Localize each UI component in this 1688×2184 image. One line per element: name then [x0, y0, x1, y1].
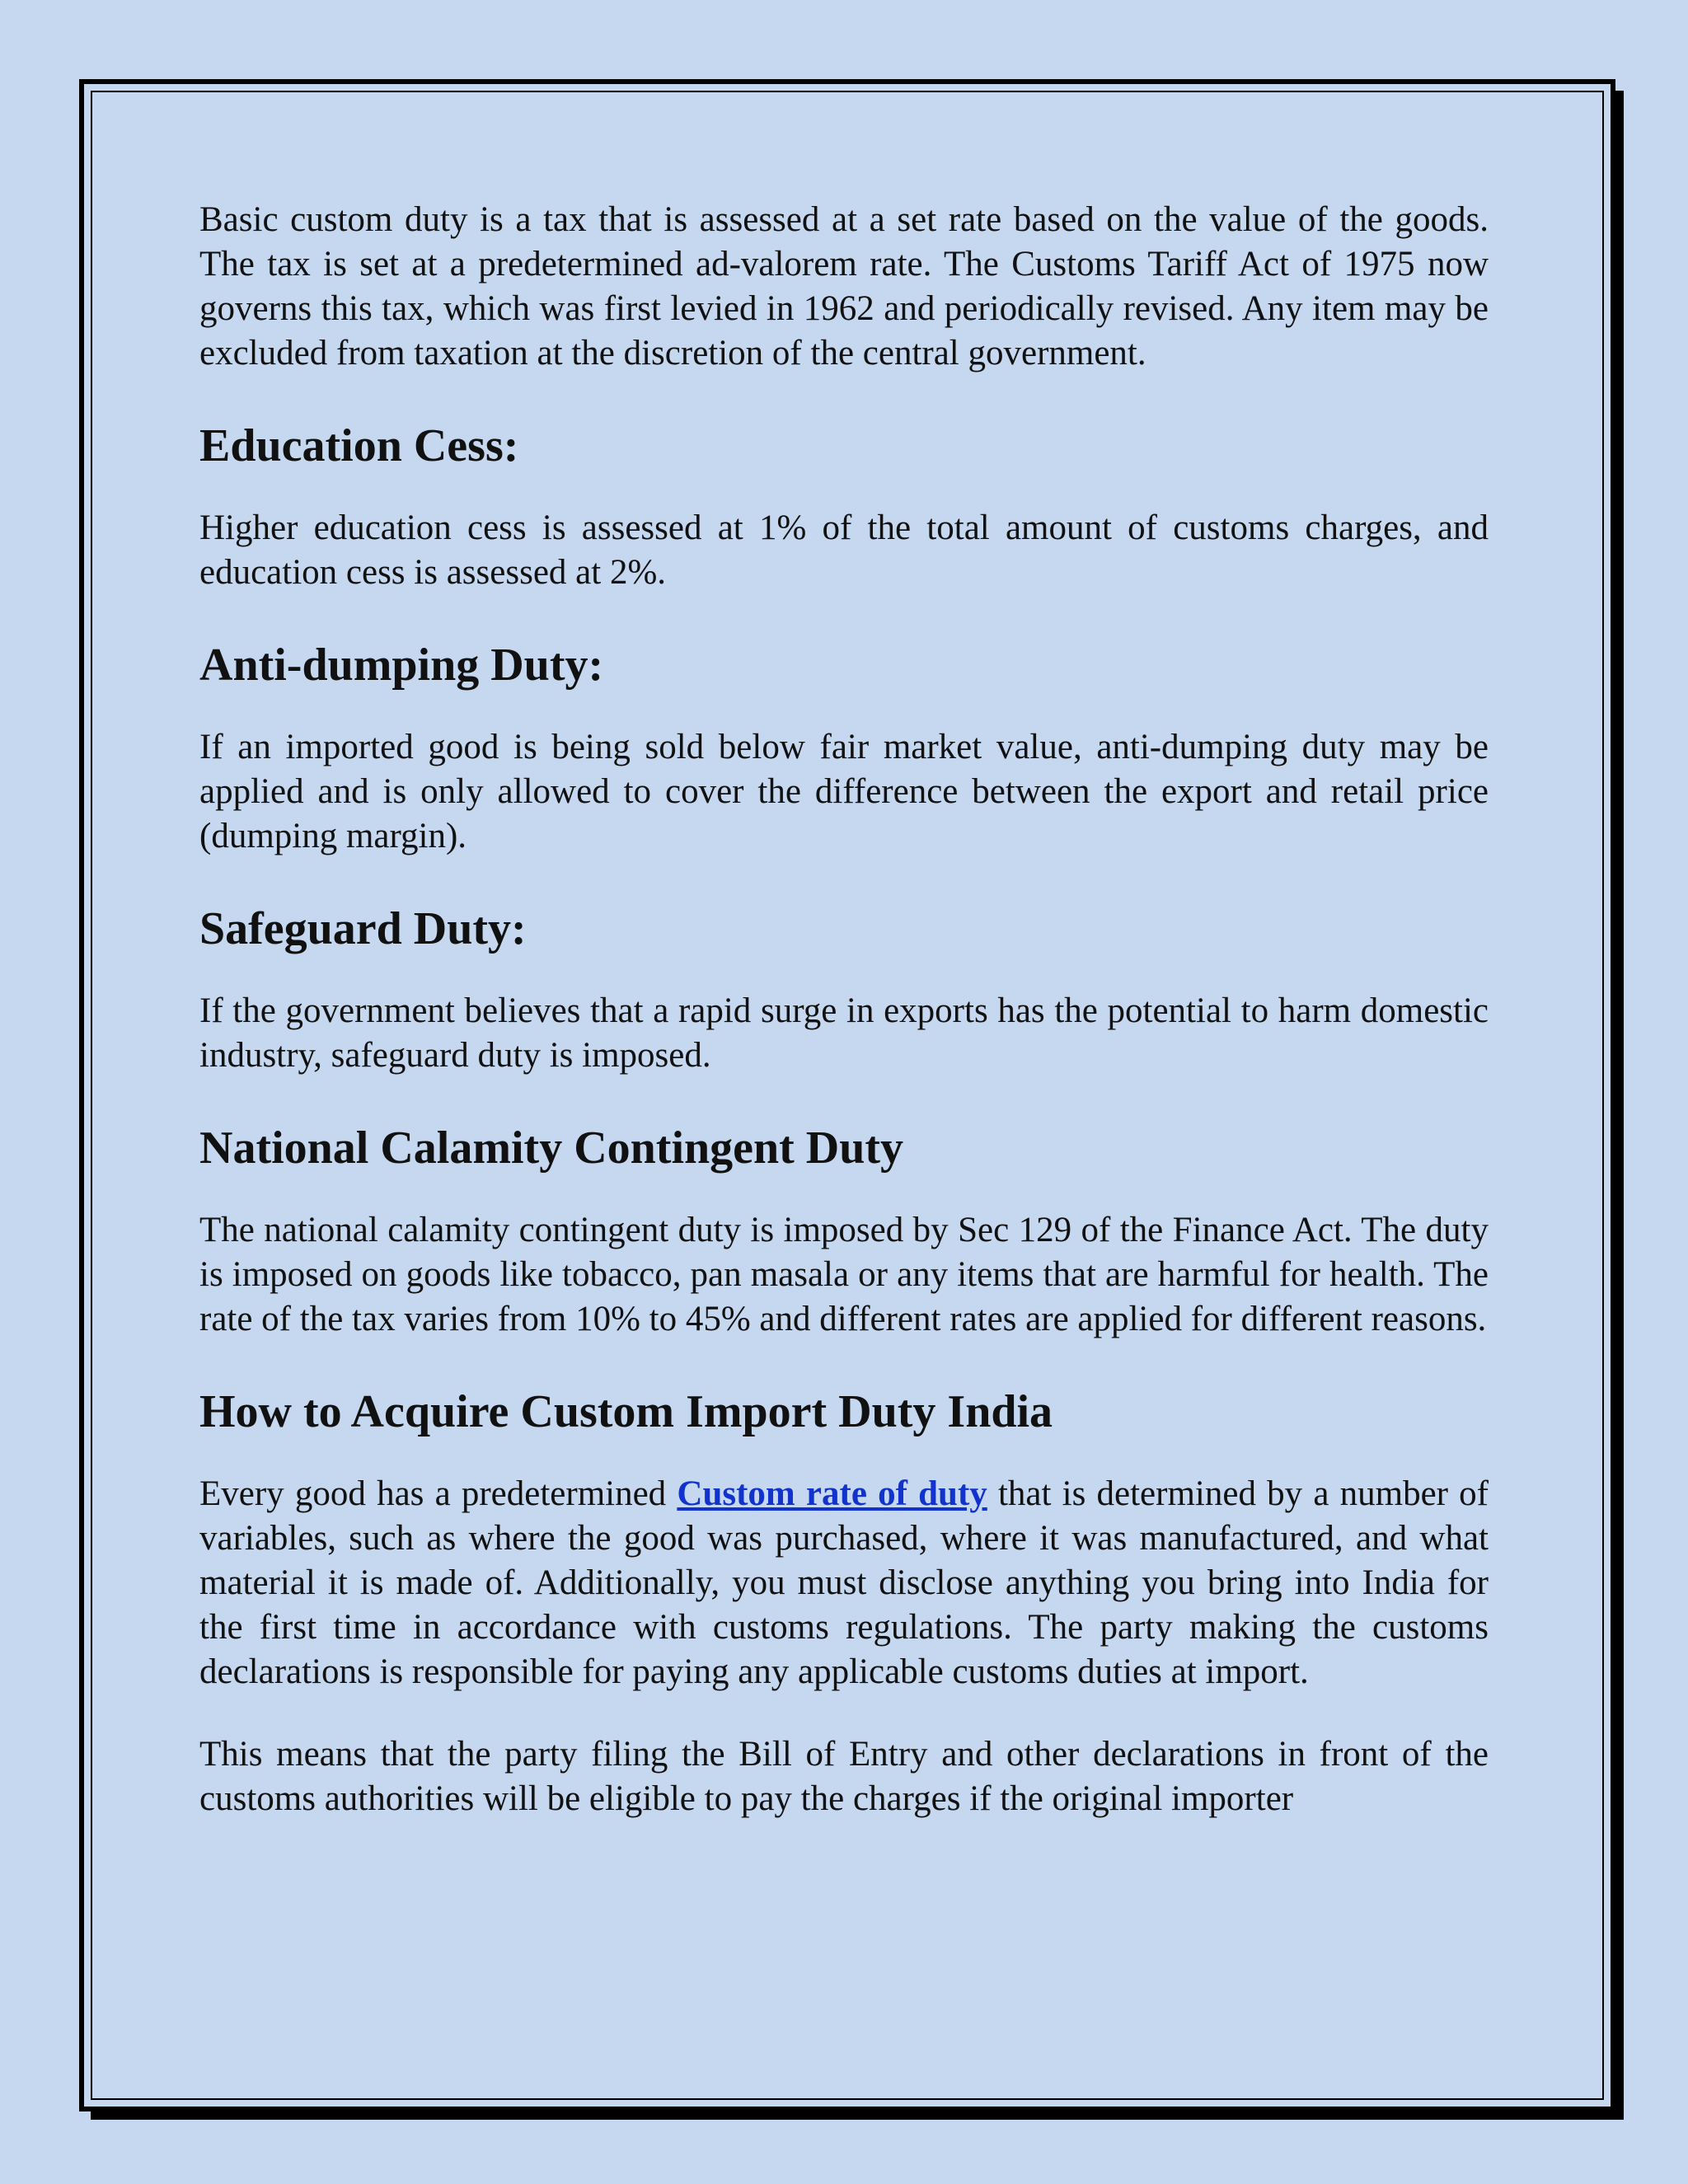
acquire-paragraph: [199, 1472, 1489, 1694]
bill-of-entry-paragraph: This means that the party filing the Bill of Entry and other declarations in front of the customs authorities will be eligible to pay the charges if the original importer: [199, 1735, 1489, 1818]
acquire-heading: How to Acquire Custom Import Duty India: [199, 1386, 1053, 1437]
custom-rate-link[interactable]: Custom rate of duty: [677, 1474, 987, 1513]
document-body: [199, 198, 1489, 1821]
acquire-text-before: Every good has a predetermined: [199, 1474, 678, 1513]
acquire-text-after: that is determined by a number of variables, such as where the good was purchased, where it was manufactured, and what material it is made of. Additionally, you must disclose anything you bring into India for the first time in accordance with customs regulations. The party making the customs declarations is responsible for paying any applicable customs duties at import.: [199, 1474, 1489, 1691]
safeguard-heading: Safeguard Duty:: [199, 903, 527, 954]
education-cess-heading: Education Cess:: [199, 420, 519, 471]
anti-dumping-heading: Anti-dumping Duty:: [199, 640, 604, 691]
intro-paragraph: Basic custom duty is a tax that is assessed at a set rate based on the value of the goods. The tax is set at a predetermined ad-valorem rate. The Customs Tariff Act of 1975 now governs this tax, which was first levied in 1962 and periodically revised. Any item may be excluded from taxation at the discretion of the central government.: [199, 200, 1489, 373]
calamity-heading: National Calamity Contingent Duty: [199, 1122, 904, 1174]
calamity-paragraph: The national calamity contingent duty is imposed by Sec 129 of the Finance Act. The duty is imposed on goods like tobacco, pan masala or any items that are harmful for health. The rate of the tax varies from 10% to 45% and different rates are applied for different reasons.: [199, 1211, 1489, 1338]
safeguard-paragraph: If the government believes that a rapid surge in exports has the potential to harm domestic industry, safeguard duty is imposed.: [199, 991, 1489, 1075]
anti-dumping-paragraph: If an imported good is being sold below fair market value, anti-dumping duty may be applied and is only allowed to cover the difference between the export and retail price (dumping margin).: [199, 728, 1489, 855]
education-cess-paragraph: Higher education cess is assessed at 1% of the total amount of customs charges, and education cess is assessed at 2%.: [199, 509, 1489, 592]
